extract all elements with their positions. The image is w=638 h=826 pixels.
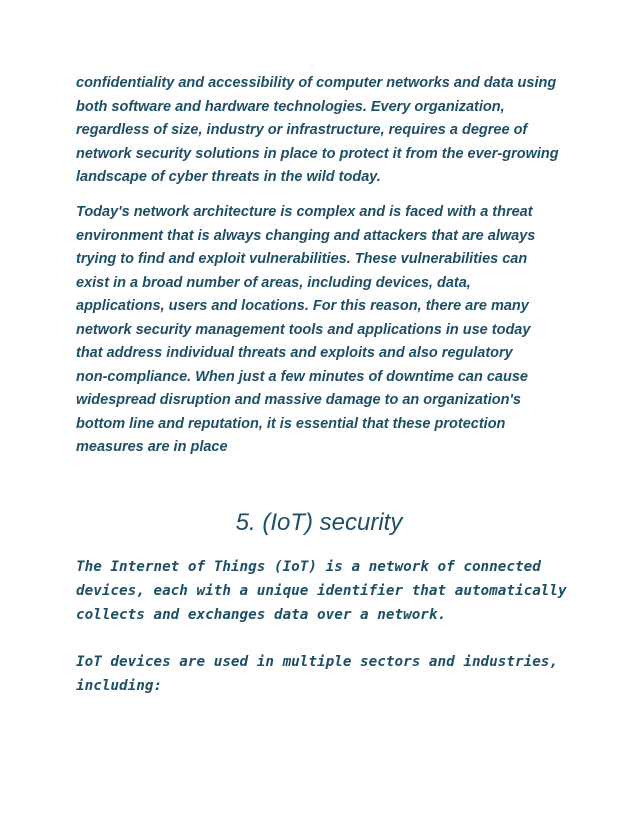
text-line: confidentiality and accessibility of computer networks and data using — [76, 75, 557, 91]
text-line: measures are in place — [76, 439, 228, 455]
paragraph-network-architecture — [76, 201, 576, 460]
text-line: devices, each with a unique identifier that automatically — [76, 583, 567, 599]
text-line: both software and hardware technologies. Every organization, — [76, 98, 505, 115]
text-line: bottom line and reputation, it is essential that these protection — [76, 415, 506, 432]
text-line: environment that is always changing and attackers that are always — [76, 227, 536, 244]
text-line: Today's network architecture is complex and is faced with a threat — [76, 204, 533, 220]
paragraph-network-security-definition — [76, 72, 576, 190]
text-line: network security solutions in place to protect it from the ever-growing — [76, 145, 559, 162]
text-line: landscape of cyber threats in the wild today. — [76, 169, 381, 185]
text-line: network security management tools and applications in use today — [76, 321, 531, 338]
text-line: exist in a broad number of areas, including devices, data, — [76, 274, 471, 291]
text-line: that address individual threats and exploits and also regulatory — [76, 345, 513, 361]
text-line: applications, users and locations. For this reason, there are many — [76, 298, 529, 314]
text-line: widespread disruption and massive damage to an organization's — [76, 392, 521, 408]
text-line: trying to find and exploit vulnerabilities. These vulnerabilities can — [76, 251, 528, 267]
paragraph-iot-definition — [76, 555, 596, 627]
text-line: The Internet of Things (IoT) is a network of connected — [76, 559, 541, 575]
text-line: regardless of size, industry or infrastructure, requires a degree of — [76, 122, 528, 138]
text-line: collects and exchanges data over a network. — [76, 607, 447, 623]
text-line: non-compliance. When just a few minutes of downtime can cause — [76, 368, 528, 385]
text-line: IoT devices are used in multiple sectors and industries, — [76, 654, 559, 670]
paragraph-iot-sectors — [76, 650, 596, 698]
text-line: including: — [76, 678, 163, 694]
section-heading: 5. (IoT) security — [235, 509, 403, 536]
